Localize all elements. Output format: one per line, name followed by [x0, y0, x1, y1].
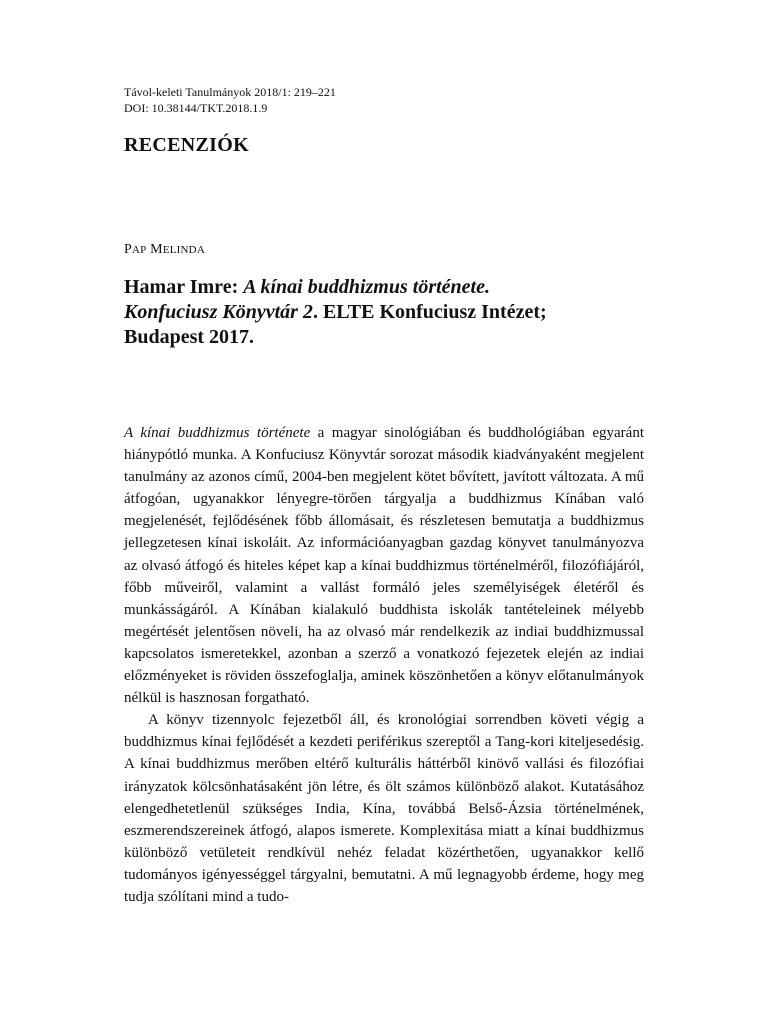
section-title: RECENZIÓK — [124, 134, 249, 156]
paragraph-2: A könyv tizennyolc fejezetből áll, és kronológiai sorrendben követi végig a buddhizmus kínai fejlődését a kezdeti periférikus szereptől a Tang-kori kiteljesedésig. A kínai buddhizmus merőben eltérő kulturális háttérből kinövő vallási és filozófiai irányzatok kölcsönhatásaként jön létre, és ölt számos különböző alakot. Kutatásához elengedhetetlenül szükséges India, Kína, továbbá Belső-Ázsia történelmének, eszmerendszereinek átfogó, alapos ismerete. Komplexitása miatt a kínai buddhizmus különböző vetületeit rendkívül nehéz feladat közérthetően, ugyanakkor kellő tudományos igényességgel tárgyalni, bemutatni. A mű legnagyobb érdeme, hogy meg tudja szólítani mind a tudo- — [124, 712, 644, 905]
reviewed-book-title — [124, 275, 644, 350]
author-first-initial: P — [124, 242, 132, 257]
journal-citation: Távol-keleti Tanulmányok 2018/1: 219–221 — [124, 85, 336, 99]
title-publisher: . ELTE Konfuciusz Intézet; — [312, 301, 547, 323]
title-place-year: Budapest 2017. — [124, 326, 255, 348]
review-author — [124, 241, 644, 259]
title-author: Hamar Imre: — [124, 276, 244, 298]
author-first-rest: AP — [132, 244, 147, 256]
title-series: Konfuciusz Könyvtár 2 — [124, 301, 313, 323]
paragraph-1-book-title: A kínai buddhizmus története — [124, 425, 311, 441]
paragraph-1 — [124, 422, 644, 709]
title-book: A kínai buddhizmus története. — [243, 276, 490, 298]
author-last-initial: M — [150, 242, 163, 257]
document-page — [124, 84, 644, 908]
author-last-rest: ELINDA — [162, 244, 205, 256]
review-body — [124, 422, 644, 908]
doi-line: DOI: 10.38144/TKT.2018.1.9 — [124, 101, 268, 115]
paragraph-1-text: a magyar sinológiában és buddhológiában egyaránt hiánypótló munka. A Konfuciusz Könyvtár sorozat második kiadványaként megjelent tanulmány az azonos című, 2004-ben megjelent kötet bővített, javított változata. A mű átfogóan, ugyanakkor lényegre-törően tárgyalja a buddhizmus Kínában való megjelenését, fejlődésének főbb állomásait, és részletesen bemutatja a buddhizmus jellegzetesen kínai iskoláit. Az információanyagban gazdag könyvet tanulmányozva az olvasó átfogó és hiteles képet kap a kínai buddhizmus történelméről, filozófiájáról, főbb műveiről, valamint a vallást formáló jeles személyiségek életéről és munkásságáról. A Kínában kialakuló buddhista iskolák tantételeinek mélyebb megértését jelentősen növeli, ha az olvasó már rendelkezik az indiai buddhizmussal kapcsolatos ismeretekkel, azonban a szerző a vonatkozó fejezetek elején az indiai előzményeket is röviden összefoglalja, aminek köszönhetően a könyv előtanulmányok nélkül is hasznosan forgatható. — [124, 425, 645, 707]
